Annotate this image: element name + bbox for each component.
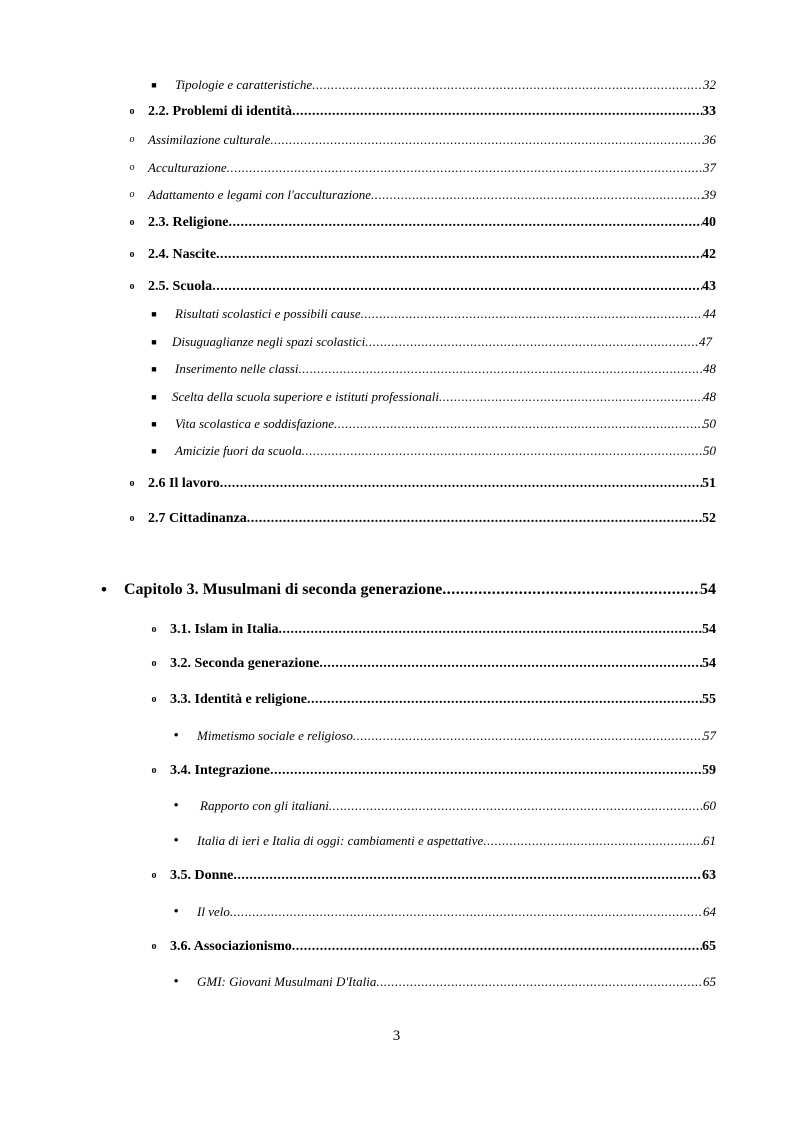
toc-entry-label: 2.6 Il lavoro [148,476,220,491]
dot-leader [319,654,702,674]
dot-leader [365,332,699,352]
toc-entry-label: 3.5. Donne [170,868,234,883]
toc-entry-label: 3.4. Integrazione [170,763,270,778]
square-bullet-icon: ■ [151,80,157,90]
circle-bullet-icon: o [151,870,157,881]
toc-entry [129,509,716,529]
dot-leader [230,902,703,922]
dot-leader [376,972,703,992]
toc-entry-label: 3.6. Associazionismo [170,939,292,954]
square-bullet-icon: ■ [151,337,157,347]
toc-entry [129,213,716,233]
toc-entry-page: 54 [700,581,716,598]
toc-entry-label: 2.2. Problemi di identità [148,104,293,119]
dot-leader [371,185,703,205]
toc-entry-label: Capitolo 3. Musulmani di seconda generazione [124,581,443,598]
circle-bullet-icon: o [129,513,135,524]
square-bullet-icon: ■ [151,419,157,429]
circle-bullet-icon: o [129,134,135,145]
bullet-icon: • [101,580,107,599]
toc-entry-label: Acculturazione [148,160,227,175]
toc-entry-page: 33 [702,104,716,119]
toc-entry [151,937,716,957]
toc-entry-label: Mimetismo sociale e religioso [197,728,353,743]
toc-entry [129,185,716,205]
toc-entry-page: 37 [703,160,716,175]
toc-entry-label: 2.3. Religione [148,215,229,230]
toc-entry-label: 3.1. Islam in Italia [170,622,279,637]
circle-bullet-icon: o [129,281,135,292]
toc-entry [129,277,716,297]
circle-bullet-icon: o [151,658,157,669]
page-number: 3 [392,1028,401,1044]
toc-entry-page: 48 [703,361,716,376]
toc-entry-page: 64 [703,904,716,919]
square-bullet-icon: ■ [151,392,157,402]
toc-entry [151,332,712,352]
dot-leader [439,387,703,407]
toc-entry [173,726,716,746]
toc-entry-label: 2.7 Cittadinanza [148,511,247,526]
toc-entry-label: Disuguaglianze negli spazi scolastici [172,334,366,349]
dot-leader [220,474,702,494]
circle-bullet-icon: o [129,217,135,228]
dot-leader [247,509,702,529]
toc-entry-page: 59 [702,763,716,778]
square-bullet-icon: ■ [151,446,157,456]
dot-leader [292,102,702,122]
toc-entry [151,690,716,710]
circle-bullet-icon: o [129,189,135,200]
toc-entry-page: 42 [702,247,716,262]
circle-bullet-icon: o [151,765,157,776]
toc-entry-page: 54 [702,656,716,671]
dot-leader [270,761,702,781]
circle-bullet-icon: o [129,106,135,117]
toc-entry-page: 60 [703,798,716,813]
dot-leader [279,620,702,640]
circle-bullet-icon: o [151,694,157,705]
toc-entry-page: 43 [702,279,716,294]
toc-entry [151,866,716,886]
toc-entry-page: 36 [703,132,716,147]
dot-leader [292,937,702,957]
toc-entry [151,654,716,674]
toc-entry [151,387,716,407]
toc-entry [151,414,716,434]
toc-entry [151,304,716,324]
bullet-icon: • [173,974,179,990]
toc-entry [173,796,716,816]
bullet-icon: • [173,833,179,849]
toc-entry-page: 54 [702,622,716,637]
toc-entry [129,245,716,265]
dot-leader [353,726,703,746]
toc-entry [129,130,716,150]
dot-leader [270,130,703,150]
circle-bullet-icon: o [129,162,135,173]
toc-entry [151,441,716,461]
toc-entry-label: Risultati scolastici e possibili cause [175,306,361,321]
toc-entry-label: Tipologie e caratteristiche [175,77,313,92]
toc-entry-page: 57 [703,728,716,743]
toc-entry-label: Amicizie fuori da scuola [175,443,302,458]
toc-entry-label: Rapporto con gli italiani [200,798,329,813]
dot-leader [329,796,703,816]
toc-entry [173,902,716,922]
toc-entry [151,761,716,781]
square-bullet-icon: ■ [151,309,157,319]
toc-entry-page: 50 [703,416,716,431]
toc-entry [151,359,716,379]
toc-entry-page: 44 [703,306,716,321]
toc-entry-page: 51 [702,476,716,491]
dot-leader [442,580,700,600]
toc-entry-label: Italia di ieri e Italia di oggi: cambiamenti e aspettative [197,833,484,848]
toc-entry-page: 65 [702,939,716,954]
dot-leader [307,690,702,710]
toc-entry [129,474,716,494]
dot-leader [312,75,703,95]
dot-leader [227,158,703,178]
bullet-icon: • [173,904,179,920]
toc-entry [129,102,716,122]
toc-entry-label: Adattamento e legami con l'acculturazione [148,187,372,202]
toc-entry [151,620,716,640]
toc-entry-label: 2.4. Nascite [148,247,217,262]
toc-entry-label: 3.2. Seconda generazione [170,656,320,671]
dot-leader [334,414,703,434]
dot-leader [216,245,702,265]
dot-leader [483,831,703,851]
toc-entry-page: 48 [703,389,716,404]
toc-entry-label: GMI: Giovani Musulmani D'Italia [197,974,377,989]
bullet-icon: • [173,798,179,814]
square-bullet-icon: ■ [151,364,157,374]
circle-bullet-icon: o [151,624,157,635]
toc-entry-label: Assimilazione culturale [148,132,271,147]
toc-entry-label: 3.3. Identità e religione [170,692,308,707]
circle-bullet-icon: o [151,941,157,952]
toc-entry-page: 32 [703,77,716,92]
toc-entry [173,972,716,992]
toc-entry-page: 50 [703,443,716,458]
toc-entry-page: 47 [699,334,712,349]
circle-bullet-icon: o [129,249,135,260]
toc-entry [173,831,716,851]
toc-entry-page: 39 [703,187,716,202]
toc-entry-page: 52 [702,511,716,526]
toc-entry-label: 2.5. Scuola [148,279,213,294]
dot-leader [302,441,703,461]
toc-entry [151,75,716,95]
toc-entry-label: Scelta della scuola superiore e istituti professionali [172,389,439,404]
toc-entry-label: Vita scolastica e soddisfazione [175,416,334,431]
circle-bullet-icon: o [129,478,135,489]
dot-leader [212,277,702,297]
toc-entry-page: 61 [703,833,716,848]
toc-entry-label: Inserimento nelle classi [175,361,299,376]
dot-leader [233,866,702,886]
toc-entry-label: Il velo [197,904,230,919]
dot-leader [298,359,703,379]
toc-chapter-entry [101,580,716,600]
dot-leader [229,213,703,233]
toc-entry-page: 65 [703,974,716,989]
toc-entry [129,158,716,178]
toc-entry-page: 63 [702,868,716,883]
bullet-icon: • [173,728,179,744]
toc-entry-page: 40 [702,215,716,230]
toc-entry-page: 55 [702,692,716,707]
dot-leader [361,304,703,324]
